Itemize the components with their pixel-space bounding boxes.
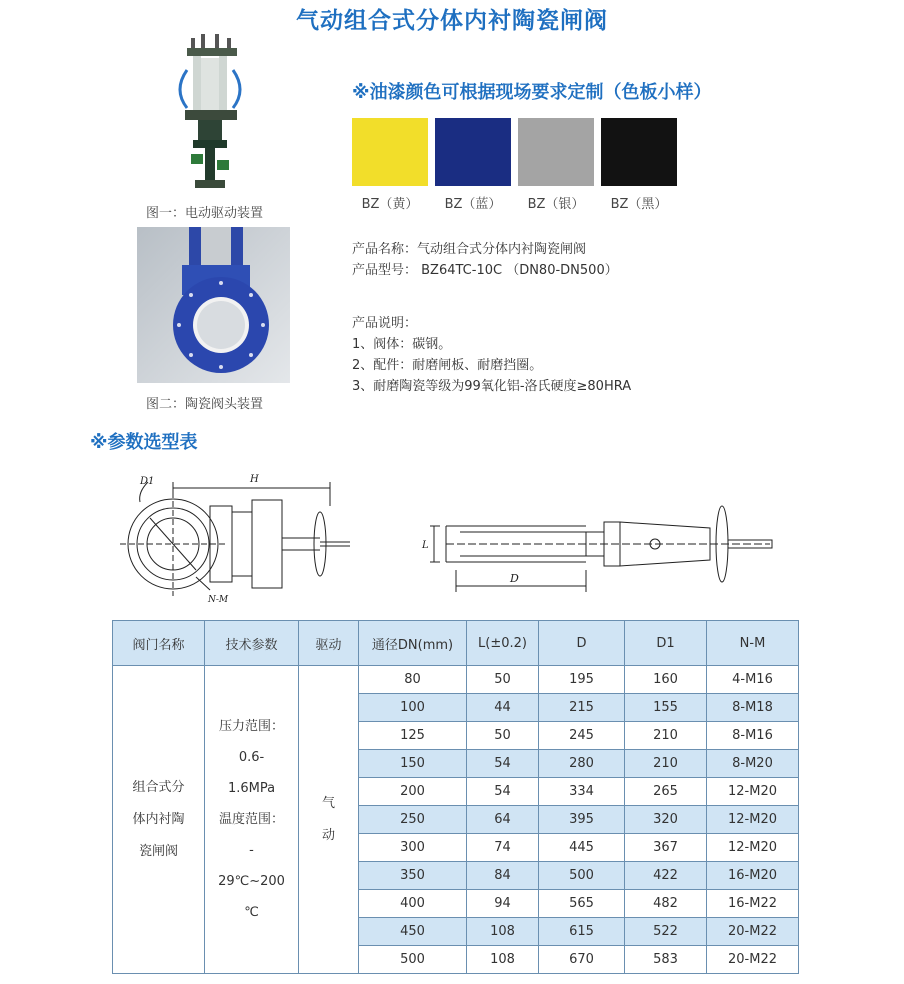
swatch-label-silver: BZ（银） [527, 197, 585, 212]
cell-dn: 350 [359, 862, 467, 890]
header-d1: D1 [625, 621, 707, 666]
drive-line: 动 [321, 827, 335, 843]
product-model: 产品型号： BZ64TC-10C （DN80-DN500） [352, 263, 618, 278]
cell-l: 44 [467, 694, 539, 722]
swatch-black [601, 118, 677, 186]
valve-name-cell [113, 666, 205, 974]
cell-d: 500 [539, 862, 625, 890]
drive-cell [299, 666, 359, 974]
cell-d1: 522 [625, 918, 707, 946]
table-header-row [113, 621, 799, 666]
label-l: L [422, 540, 429, 551]
cell-d: 334 [539, 778, 625, 806]
cell-d1: 155 [625, 694, 707, 722]
cell-nm: 4-M16 [707, 666, 799, 694]
cell-dn: 450 [359, 918, 467, 946]
cell-d1: 265 [625, 778, 707, 806]
label-h: H [250, 474, 259, 485]
swatch-yellow [352, 118, 428, 186]
cell-l: 54 [467, 778, 539, 806]
cell-d: 215 [539, 694, 625, 722]
tech-param-line: 0.6- [238, 750, 265, 765]
tech-param-line: - [249, 843, 254, 858]
swatch-label-yellow: BZ（黄） [361, 197, 419, 212]
tech-param-line: ℃ [244, 905, 259, 920]
cell-d1: 210 [625, 750, 707, 778]
label-d1: D1 [140, 476, 155, 487]
product-description-line: 3、耐磨陶瓷等级为99氧化铝-洛氏硬度≥80HRA [352, 379, 632, 394]
header-valve-name: 阀门名称 [113, 621, 205, 666]
cell-l: 50 [467, 722, 539, 750]
tech-param-line: 温度范围： [218, 812, 284, 827]
parameter-table [112, 620, 799, 974]
swatch-silver [518, 118, 594, 186]
cell-l: 108 [467, 918, 539, 946]
cell-nm: 12-M20 [707, 806, 799, 834]
swatch-blue [435, 118, 511, 186]
cell-l: 50 [467, 666, 539, 694]
cell-d1: 210 [625, 722, 707, 750]
tech-param-line: 1.6MPa [227, 781, 276, 796]
cell-l: 94 [467, 890, 539, 918]
cell-d: 280 [539, 750, 625, 778]
cell-dn: 150 [359, 750, 467, 778]
cell-l: 84 [467, 862, 539, 890]
table-row [113, 666, 799, 694]
cell-nm: 12-M20 [707, 834, 799, 862]
cell-dn: 125 [359, 722, 467, 750]
label-nm: N-M [208, 595, 229, 605]
ceramic-valve-photo [137, 227, 290, 383]
cell-dn: 300 [359, 834, 467, 862]
actuator-illustration [165, 30, 255, 195]
cell-d1: 583 [625, 946, 707, 974]
cell-d1: 422 [625, 862, 707, 890]
cell-d: 245 [539, 722, 625, 750]
header-nm: N-M [707, 621, 799, 666]
cell-nm: 16-M20 [707, 862, 799, 890]
cell-nm: 12-M20 [707, 778, 799, 806]
header-dn: 通径DN(mm) [359, 621, 467, 666]
cell-nm: 16-M22 [707, 890, 799, 918]
valve-name-line: 体内衬陶 [132, 811, 185, 827]
product-description-title: 产品说明： [352, 316, 418, 331]
cell-d1: 160 [625, 666, 707, 694]
cell-dn: 200 [359, 778, 467, 806]
product-description-line: 1、阀体：碳钢。 [352, 337, 452, 352]
cell-nm: 8-M16 [707, 722, 799, 750]
header-tech-params: 技术参数 [205, 621, 299, 666]
label-d: D [510, 572, 519, 585]
header-l: L(±0.2) [467, 621, 539, 666]
header-drive: 驱动 [299, 621, 359, 666]
technical-drawing [110, 462, 790, 612]
cell-d: 615 [539, 918, 625, 946]
cell-l: 54 [467, 750, 539, 778]
cell-d1: 367 [625, 834, 707, 862]
cell-d: 670 [539, 946, 625, 974]
cell-d: 195 [539, 666, 625, 694]
page-title: 气动组合式分体内衬陶瓷闸阀 [296, 8, 608, 34]
cell-dn: 400 [359, 890, 467, 918]
cell-l: 64 [467, 806, 539, 834]
figure-2-caption: 图二：陶瓷阀头装置 [146, 397, 264, 412]
valve-name-line: 瓷闸阀 [138, 843, 178, 859]
cell-d1: 320 [625, 806, 707, 834]
cell-nm: 8-M20 [707, 750, 799, 778]
cell-dn: 100 [359, 694, 467, 722]
selection-table-title: ※参数选型表 [90, 432, 198, 453]
cell-d: 565 [539, 890, 625, 918]
cell-nm: 20-M22 [707, 946, 799, 974]
cell-nm: 20-M22 [707, 918, 799, 946]
swatch-label-blue: BZ（蓝） [444, 197, 502, 212]
product-name: 产品名称：气动组合式分体内衬陶瓷闸阀 [352, 242, 587, 257]
swatch-label-black: BZ（黑） [610, 197, 668, 212]
cell-dn: 250 [359, 806, 467, 834]
paint-color-title: ※油漆颜色可根据现场要求定制（色板小样） [352, 82, 712, 103]
drive-line: 气 [321, 795, 335, 811]
product-description-line: 2、配件：耐磨闸板、耐磨挡圈。 [352, 358, 543, 373]
cell-l: 108 [467, 946, 539, 974]
cell-d: 445 [539, 834, 625, 862]
cell-d: 395 [539, 806, 625, 834]
cell-l: 74 [467, 834, 539, 862]
cell-dn: 80 [359, 666, 467, 694]
header-d: D [539, 621, 625, 666]
tech-params-cell [205, 666, 299, 974]
figure-1-caption: 图一：电动驱动装置 [146, 206, 264, 221]
cell-nm: 8-M18 [707, 694, 799, 722]
tech-param-line: 压力范围： [218, 719, 284, 734]
cell-dn: 500 [359, 946, 467, 974]
valve-name-line: 组合式分 [132, 779, 185, 795]
tech-param-line: 29℃~200 [218, 874, 285, 889]
cell-d1: 482 [625, 890, 707, 918]
